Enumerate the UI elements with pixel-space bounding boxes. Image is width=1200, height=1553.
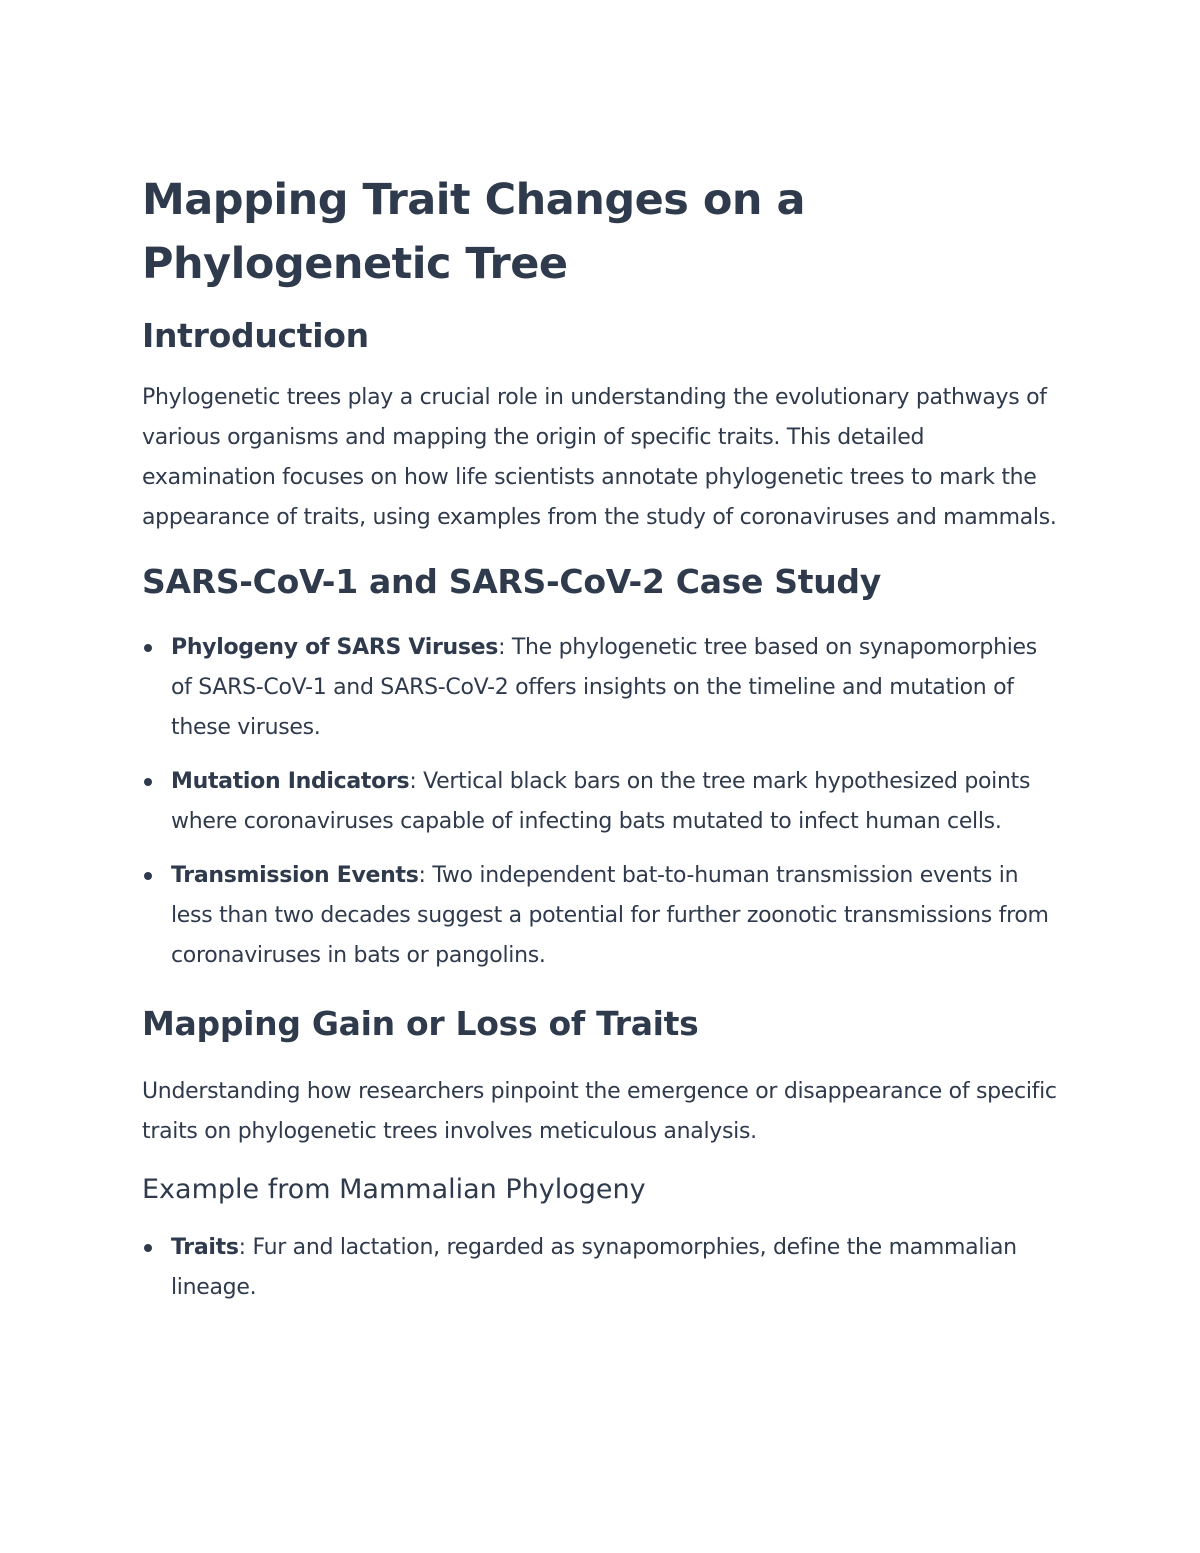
bullet-icon (144, 1244, 152, 1252)
bullet-icon (144, 872, 152, 880)
sars-bullet-list (142, 628, 1062, 976)
list-item (142, 856, 1062, 976)
list-item-term: Transmission Events (171, 863, 419, 888)
mapping-traits-heading: Mapping Gain or Loss of Traits (142, 1004, 699, 1043)
list-item (142, 628, 1062, 748)
list-item-term: Phylogeny of SARS Viruses (171, 635, 499, 660)
list-item-text: : Fur and lactation, regarded as synapomorphies, define the mammalian lineage. (171, 1235, 1017, 1300)
page-title: Mapping Trait Changes on a Phylogenetic Tree (142, 175, 806, 289)
bullet-icon (144, 644, 152, 652)
introduction-heading: Introduction (142, 316, 369, 355)
list-item (142, 762, 1062, 842)
list-item-text: : Two independent bat-to-human transmission events in less than two decades suggest a potential for further zoonotic transmissions from coronaviruses in bats or pangolins. (171, 863, 1049, 968)
bullet-icon (144, 778, 152, 786)
document-page (142, 168, 1062, 1308)
list-item-term: Traits (171, 1235, 239, 1260)
list-item (142, 1228, 1062, 1308)
mapping-traits-paragraph: Understanding how researchers pinpoint the emergence or disappearance of specific traits on phylogenetic trees involves meticulous analysis. (142, 1079, 1057, 1144)
introduction-paragraph: Phylogenetic trees play a crucial role in understanding the evolutionary pathways of various organisms and mapping the origin of specific traits. This detailed examination focuses on how life scientists annotate phylogenetic trees to mark the appearance of traits, using examples from the study of coronaviruses and mammals. (142, 385, 1057, 530)
list-item-term: Mutation Indicators (171, 769, 410, 794)
list-item-text: : Vertical black bars on the tree mark hypothesized points where coronaviruses capable of infecting bats mutated to infect human cells. (171, 769, 1031, 834)
sars-case-study-heading: SARS-CoV-1 and SARS-CoV-2 Case Study (142, 562, 881, 601)
mammalian-example-heading: Example from Mammalian Phylogeny (142, 1174, 646, 1205)
mammalian-bullet-list (142, 1228, 1062, 1308)
list-item-text: : The phylogenetic tree based on synapomorphies of SARS-CoV-1 and SARS-CoV-2 offers insights on the timeline and mutation of these viruses. (171, 635, 1037, 740)
